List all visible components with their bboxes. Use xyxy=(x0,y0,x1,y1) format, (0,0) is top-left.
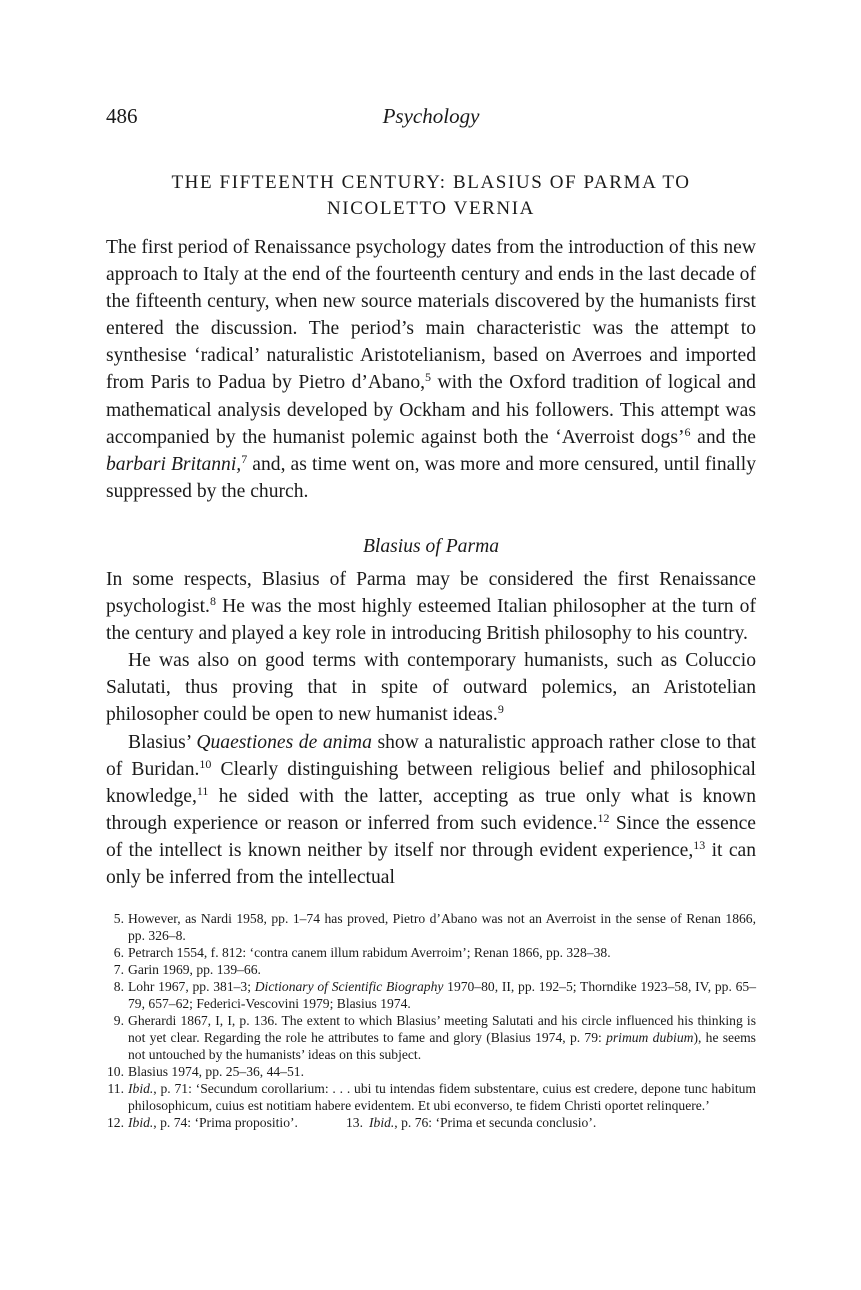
footnote-italic: Ibid. xyxy=(128,1081,154,1096)
section-title-line-2: NICOLETTO VERNIA xyxy=(326,198,536,219)
footnote-text: However, as Nardi 1958, pp. 1–74 has proved, Pietro d’Abano was not an Averroist in the sense of Renan 1866, pp. 326–8. xyxy=(128,911,756,943)
body-paragraph-3 xyxy=(106,647,756,728)
footnote-ref-13[interactable]: 13 xyxy=(693,837,706,852)
page-header xyxy=(106,104,756,134)
footnote-text: , p. 71: ‘Secundum corollarium: . . . ubi tu intendas fidem substentare, cuius est credere, depone tunc habitum philosophicum, cuius est notitiam habere evidentem. Et ubi econverso, te fidem Christi oportet relinquere.’ xyxy=(128,1081,756,1113)
footnote-italic: primum dubium xyxy=(606,1030,694,1045)
italic-run: Quaestiones de anima xyxy=(196,731,372,753)
footnote-number: 10. xyxy=(107,1064,124,1079)
footnote-7 xyxy=(106,961,756,978)
text-run: Blasius’ xyxy=(128,731,197,753)
footnote-ref-10[interactable]: 10 xyxy=(199,756,212,771)
footnote-ref-9[interactable]: 9 xyxy=(497,702,504,717)
page-number: 486 xyxy=(106,104,138,128)
footnote-10 xyxy=(106,1063,756,1080)
footnotes xyxy=(106,910,756,1131)
text-run: The first period of Renaissance psychology dates from the introduction of this new approach to Italy at the end of the fourteenth century and ends in the last decade of the fifteenth century, when new source materials discovered by the humanists first entered the discussion. The period’s main characteristic was the attempt to synthesise ‘radical’ naturalistic Aristotelianism, based on Averroes and imported from Paris to Padua by Pietro d’Abano, xyxy=(106,237,756,394)
footnote-8 xyxy=(106,978,756,1012)
footnote-12 xyxy=(128,1115,298,1130)
italic-run: barbari Britanni, xyxy=(106,453,242,475)
text-run: He was also on good terms with contemporary humanists, such as Coluccio Salutati, thus proving that in spite of outward polemics, an Aristotelian philosopher could be open to new humanist ideas. xyxy=(106,650,756,726)
footnote-text: Gherardi 1867, I, I, p. 136. The extent to which Blasius’ meeting Salutati and his circle influenced his thinking is not yet clear. Regarding the role he attributes to fame and glory (Blasius 1974, p. 79: xyxy=(128,1013,756,1045)
body-paragraph-4 xyxy=(106,729,756,892)
text-run: Clearly distinguishing between religious belief and philosophical knowledge, xyxy=(106,758,756,807)
footnote-ref-12[interactable]: 12 xyxy=(597,810,610,825)
running-head: Psychology xyxy=(382,104,480,128)
text-run: he sided with the latter, accepting as true only what is known through experience or reason or inferred from such evidence. xyxy=(106,785,756,834)
footnote-ref-11[interactable]: 11 xyxy=(196,783,209,798)
footnote-number: 5. xyxy=(113,911,124,926)
text-run: show a naturalistic approach rather close to that of Buridan. xyxy=(106,731,756,780)
footnote-text: , p. 74: ‘Prima propositio’. xyxy=(153,1115,298,1130)
footnote-number: 9. xyxy=(113,1013,124,1028)
footnote-5 xyxy=(106,910,756,944)
body-paragraph-2 xyxy=(106,566,756,647)
footnote-text: Garin 1969, pp. 139–66. xyxy=(128,962,261,977)
footnote-number: 8. xyxy=(113,979,124,994)
footnote-text: 1970–80, II, pp. 192–5; Thorndike 1923–58, IV, pp. 65–79, 657–62; Federici-Vescovini 1979; Blasius 1974. xyxy=(128,979,756,1011)
footnote-italic: Dictionary of Scientific Biography xyxy=(254,979,444,994)
footnote-ref-8[interactable]: 8 xyxy=(209,594,216,609)
footnote-ref-5[interactable]: 5 xyxy=(425,370,432,385)
footnote-number: 6. xyxy=(113,945,124,960)
footnote-italic: Ibid. xyxy=(369,1115,395,1130)
text-run: it can only be inferred from the intellectual xyxy=(106,839,757,889)
footnote-ref-6[interactable]: 6 xyxy=(684,424,691,439)
footnote-ref-7[interactable]: 7 xyxy=(241,451,248,466)
body-paragraph-1 xyxy=(106,234,756,505)
footnote-number: 13. xyxy=(346,1115,363,1130)
footnote-9 xyxy=(106,1012,756,1063)
footnote-text: , p. 76: ‘Prima et secunda conclusio’. xyxy=(394,1115,597,1130)
footnote-text: Petrarch 1554, f. 812: ‘contra canem illum rabidum Averroim’; Renan 1866, pp. 328–38. xyxy=(128,945,611,960)
footnote-11 xyxy=(106,1080,756,1114)
body-text-block xyxy=(106,566,756,891)
footnote-italic: Ibid. xyxy=(128,1115,154,1130)
footnote-13 xyxy=(346,1114,596,1131)
text-run: In some respects, Blasius of Parma may be considered the first Renaissance psychologist. xyxy=(106,569,756,618)
text-run: and, as time went on, was more and more censured, until finally suppressed by the church. xyxy=(106,453,756,502)
section-title xyxy=(106,170,756,222)
footnote-12-13-line xyxy=(106,1114,756,1131)
footnote-number: 7. xyxy=(113,962,124,977)
footnote-number: 12. xyxy=(107,1115,124,1130)
text-run: and the xyxy=(690,426,756,448)
footnote-text: Lohr 1967, pp. 381–3; xyxy=(128,979,255,994)
footnote-6 xyxy=(106,944,756,961)
text-run: with the Oxford tradition of logical and mathematical analysis developed by Ockham and his followers. This attempt was accompanied by the humanist polemic against both the ‘Averroist dogs’ xyxy=(106,372,756,448)
subsection-heading: Blasius of Parma xyxy=(362,536,500,557)
footnote-text: ), he seems not untouched by the humanists’ ideas on this subject. xyxy=(128,1030,756,1062)
footnote-number: 11. xyxy=(107,1081,124,1096)
text-run: Since the essence of the intellect is known neither by itself nor through evident experience, xyxy=(106,812,757,861)
footnote-text: Blasius 1974, pp. 25–36, 44–51. xyxy=(128,1064,304,1079)
text-run: He was the most highly esteemed Italian philosopher at the turn of the century and played a key role in introducing British philosophy to his country. xyxy=(106,596,756,645)
section-title-line-1: THE FIFTEENTH CENTURY: BLASIUS OF PARMA TO xyxy=(171,172,691,193)
